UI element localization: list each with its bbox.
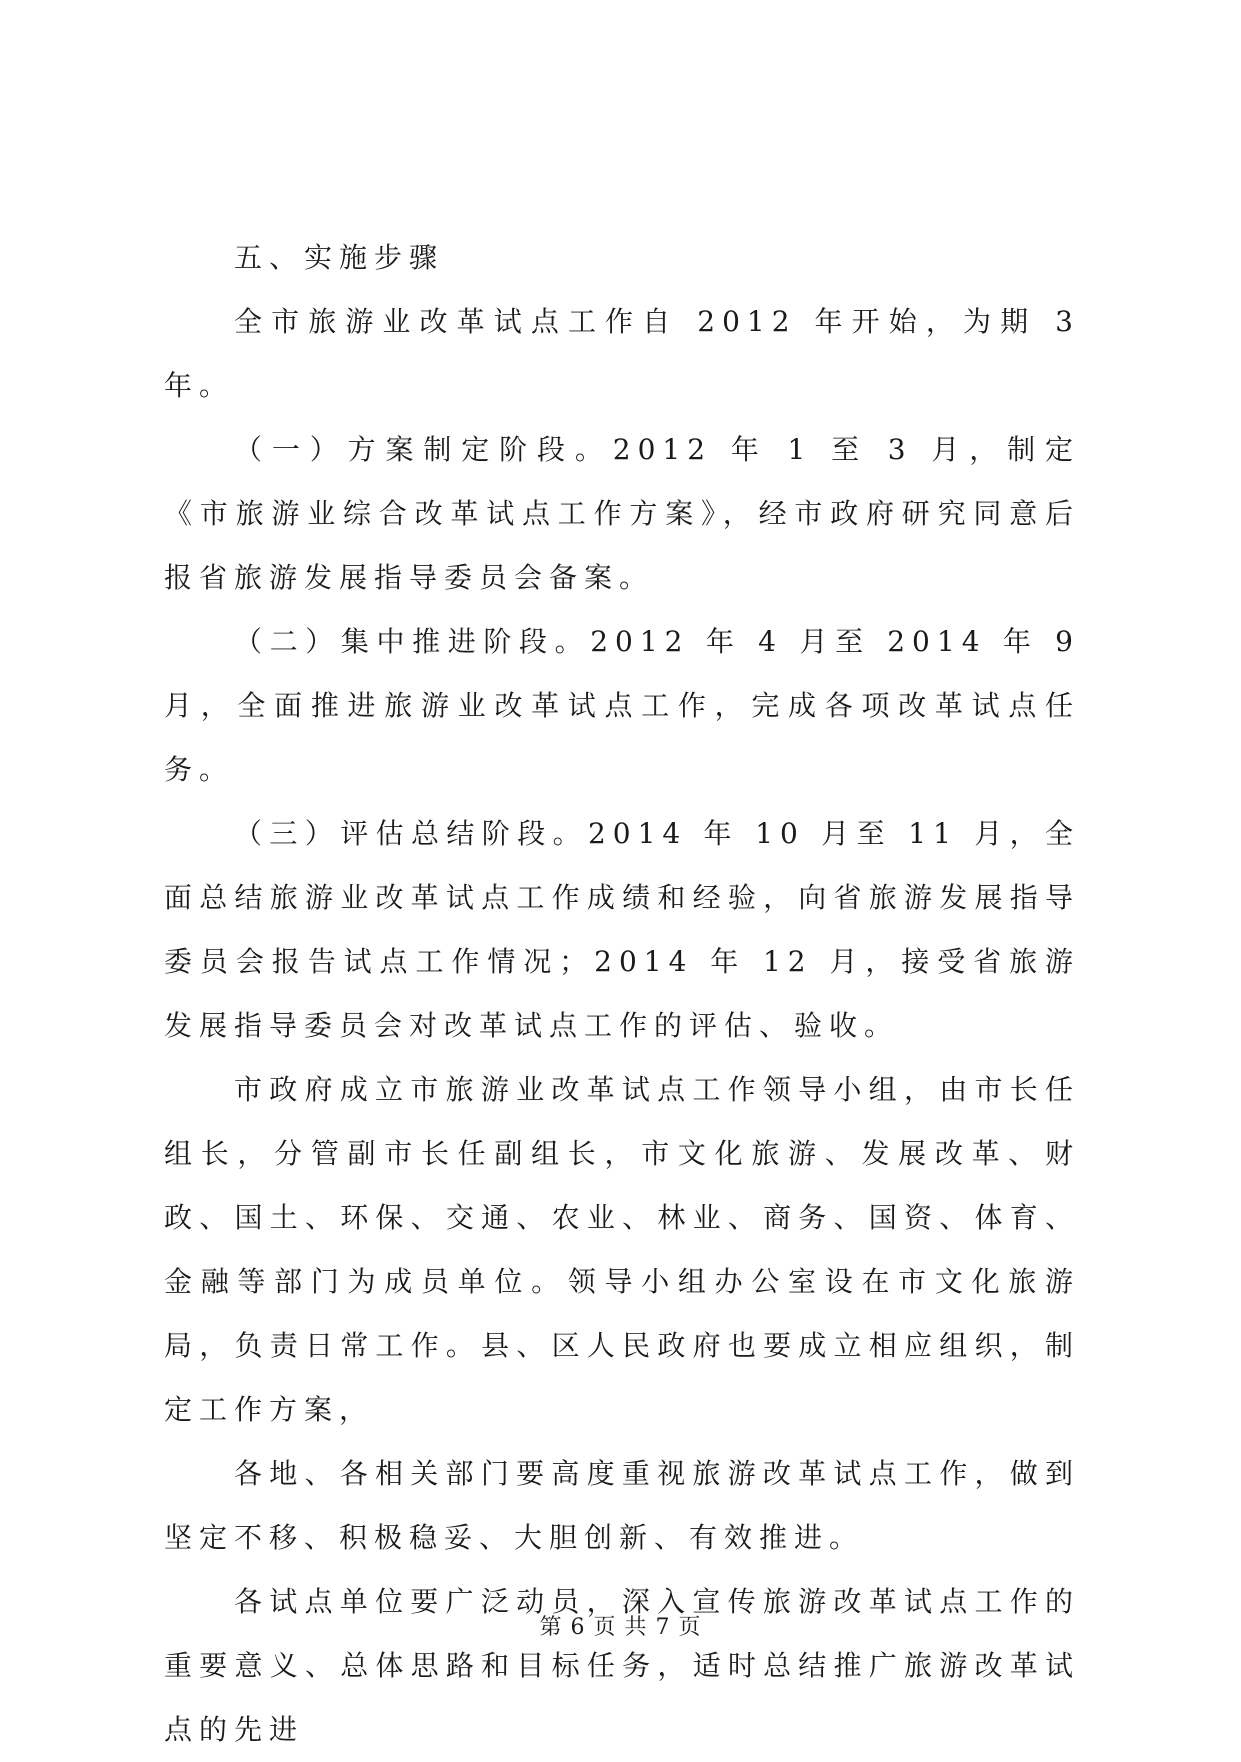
- paragraph-intro: 全市旅游业改革试点工作自 2012 年开始，为期 3 年。: [164, 305, 1096, 402]
- paragraph-stage-2: （二）集中推进阶段。2012 年 4 月至 2014 年 9 月，全面推进旅游业改革试点工作，完成各项改革试点任务。: [164, 625, 1096, 786]
- paragraph-stage-3: （三）评估总结阶段。2014 年 10 月至 11 月，全面总结旅游业改革试点工作成绩和经验，向省旅游发展指导委员会报告试点工作情况；2014 年 12 月，接受省旅游发展指导委员会对改革试点工作的评估、验收。: [164, 817, 1080, 1042]
- paragraph-mobilization: 各试点单位要广泛动员，深入宣传旅游改革试点工作的重要意义、总体思路和目标任务，适时总结推广旅游改革试点的先进: [164, 1585, 1080, 1746]
- document-body: [164, 226, 1096, 1762]
- section-heading: 五、实施步骤: [234, 241, 445, 274]
- paragraph-stage-1: （一）方案制定阶段。2012 年 1 至 3 月，制定《市旅游业综合改革试点工作方案》，经市政府研究同意后报省旅游发展指导委员会备案。: [164, 433, 1080, 594]
- paragraph-leadership-group: 市政府成立市旅游业改革试点工作领导小组，由市长任组长，分管副市长任副组长，市文化旅游、发展改革、财政、国土、环保、交通、农业、林业、商务、国资、体育、金融等部门为成员单位。领导小组办公室设在市文化旅游局，负责日常工作。县、区人民政府也要成立相应组织，制定工作方案，: [164, 1073, 1080, 1426]
- page-number-footer: 第 6 页 共 7 页: [539, 1615, 702, 1640]
- paragraph-requirements: 各地、各相关部门要高度重视旅游改革试点工作，做到坚定不移、积极稳妥、大胆创新、有效推进。: [164, 1457, 1080, 1554]
